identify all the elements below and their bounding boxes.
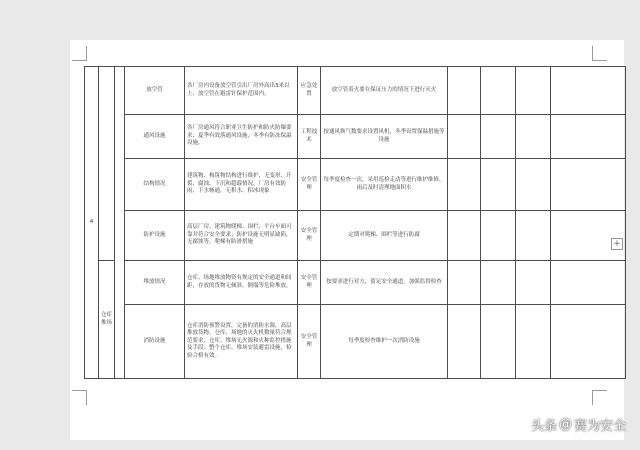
crop-mark-top-right xyxy=(592,46,607,61)
table-row xyxy=(85,67,626,115)
crop-mark-bottom-right xyxy=(592,390,607,405)
empty-cell xyxy=(481,67,516,115)
standard-cell: 高层厂房、建筑物爬梯、围栏、平台车面可靠并符合安全要求；防护设施无明显缺陷，无腐蚀等，爬梯有防滑措施 xyxy=(185,211,298,261)
empty-category-cell xyxy=(99,67,115,261)
item-cell: 通风设施 xyxy=(125,115,185,159)
empty-cell xyxy=(551,211,626,261)
table-row xyxy=(85,159,626,211)
measure-type-cell: 安全管理 xyxy=(298,159,321,211)
empty-cell xyxy=(448,115,481,159)
empty-cell xyxy=(516,67,551,115)
measure-cell: 定期对爬梯、围栏等进行防腐 xyxy=(321,211,448,261)
empty-cell xyxy=(516,211,551,261)
empty-cell xyxy=(516,159,551,211)
empty-cell xyxy=(481,159,516,211)
watermark-at: @ xyxy=(558,416,572,432)
watermark-prefix: 头条 xyxy=(530,418,557,434)
table-row xyxy=(85,305,626,379)
table-row xyxy=(85,261,626,305)
standard-cell: 各厂房内设备放空管引出厂房外高出3米以上；放空管在避雷针保护范围内。 xyxy=(185,67,298,115)
item-cell: 消防设施 xyxy=(125,305,185,379)
item-cell: 放空管 xyxy=(125,67,185,115)
watermark-name: 赛为安全 xyxy=(573,418,626,434)
empty-cell xyxy=(448,305,481,379)
standard-cell: 仓库、场地堆放物资有规定的安全通道和间距，存放的货物无倾斜、倒塌等危险堆放。 xyxy=(185,261,298,305)
measure-cell: 每季度检查维护一次消防设施 xyxy=(321,305,448,379)
empty-cell xyxy=(551,305,626,379)
measure-cell: 按通风换气数要求设置风机，冬季设置保温措施等设施 xyxy=(321,115,448,159)
watermark xyxy=(531,414,626,434)
category-cell: 仓库堆场 xyxy=(99,261,115,379)
measure-type-cell: 工程技术 xyxy=(298,115,321,159)
empty-cell xyxy=(448,67,481,115)
measure-type-cell: 安全管理 xyxy=(298,211,321,261)
empty-cell xyxy=(516,115,551,159)
empty-cell xyxy=(481,261,516,305)
measure-cell: 放空管着火要在保证压力的情况下进行灭火 xyxy=(321,67,448,115)
empty-cell xyxy=(551,67,626,115)
crop-mark-bottom-left xyxy=(72,390,87,405)
section-number-cell: 4 xyxy=(85,67,99,379)
empty-cell xyxy=(481,115,516,159)
empty-cell xyxy=(516,305,551,379)
measure-cell: 每季度检查一次，采用巡检走动等进行维护维修，雨后及时清理地面积水 xyxy=(321,159,448,211)
table-row xyxy=(85,211,626,261)
item-cell: 防护设施 xyxy=(125,211,185,261)
crop-mark-top-left xyxy=(72,46,87,61)
empty-cell xyxy=(448,159,481,211)
spacer-cell xyxy=(115,67,125,379)
empty-cell xyxy=(551,261,626,305)
standard-cell: 各厂房通风符合职业卫生防护和防火防爆要求；夏季有效落通风设施，冬季有防冻保温设施。 xyxy=(185,115,298,159)
empty-cell xyxy=(551,159,626,211)
measure-cell: 按要求进行对方，留足安全通道，加强监督检查 xyxy=(321,261,448,305)
empty-cell xyxy=(481,211,516,261)
standard-cell: 建筑物、构筑物结构进行维护，无变形、开裂、腐蚀、下沉和超载情况，厂房有效防雨，下水畅通，无积水、积冰现象 xyxy=(185,159,298,211)
empty-cell xyxy=(516,261,551,305)
item-cell: 堆放情况 xyxy=(125,261,185,305)
empty-cell xyxy=(551,115,626,159)
empty-cell xyxy=(448,261,481,305)
table-row xyxy=(85,115,626,159)
standard-cell: 仓库消防预警设置，完备的消防水源，高层堆放货物、仓库、场地的灭火机数量符合规范要求，仓库、堆场无火源和火种监控措施及手段；整个仓库、堆场安装避雷设施，检验合格有效。 xyxy=(185,305,298,379)
empty-cell xyxy=(448,211,481,261)
measure-type-cell: 应急处置 xyxy=(298,67,321,115)
add-row-button[interactable]: + xyxy=(611,238,623,250)
measure-type-cell: 安全管理 xyxy=(298,261,321,305)
item-cell: 结构情况 xyxy=(125,159,185,211)
safety-table xyxy=(84,66,626,379)
empty-cell xyxy=(481,305,516,379)
measure-type-cell: 安全管理 xyxy=(298,305,321,379)
